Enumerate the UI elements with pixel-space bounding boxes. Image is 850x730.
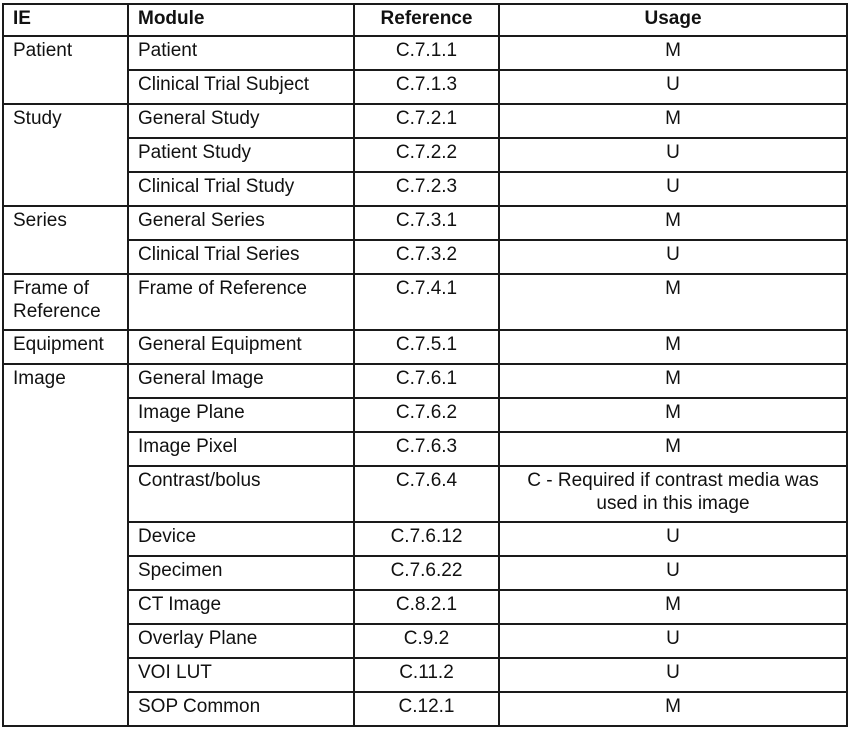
reference-cell: C.7.6.12: [354, 522, 499, 556]
module-cell: Overlay Plane: [128, 624, 354, 658]
table-row: [3, 36, 847, 70]
usage-cell: U: [499, 240, 847, 274]
reference-cell: C.7.6.3: [354, 432, 499, 466]
usage-cell: C - Required if contrast media was used in this image: [499, 466, 847, 522]
module-cell: Clinical Trial Subject: [128, 70, 354, 104]
table-row: [3, 466, 847, 522]
reference-cell: C.7.6.1: [354, 364, 499, 398]
module-cell: General Image: [128, 364, 354, 398]
module-cell: Clinical Trial Series: [128, 240, 354, 274]
usage-cell: M: [499, 36, 847, 70]
usage-cell: U: [499, 70, 847, 104]
usage-cell: M: [499, 692, 847, 726]
table-row: [3, 172, 847, 206]
usage-cell: U: [499, 522, 847, 556]
module-cell: General Study: [128, 104, 354, 138]
module-cell: Patient Study: [128, 138, 354, 172]
reference-cell: C.8.2.1: [354, 590, 499, 624]
usage-cell: M: [499, 432, 847, 466]
reference-cell: C.7.3.1: [354, 206, 499, 240]
usage-cell: U: [499, 658, 847, 692]
module-cell: Contrast/bolus: [128, 466, 354, 522]
module-cell: Patient: [128, 36, 354, 70]
usage-cell: U: [499, 556, 847, 590]
module-cell: Specimen: [128, 556, 354, 590]
module-cell: SOP Common: [128, 692, 354, 726]
module-cell: General Equipment: [128, 330, 354, 364]
table-row: [3, 70, 847, 104]
header-row: [3, 4, 847, 36]
reference-cell: C.7.3.2: [354, 240, 499, 274]
usage-cell: M: [499, 330, 847, 364]
reference-cell: C.7.6.4: [354, 466, 499, 522]
module-cell: Image Pixel: [128, 432, 354, 466]
reference-cell: C.12.1: [354, 692, 499, 726]
module-cell: VOI LUT: [128, 658, 354, 692]
reference-cell: C.7.2.1: [354, 104, 499, 138]
table-row: [3, 522, 847, 556]
ie-cell: Image: [3, 364, 128, 726]
header-reference: Reference: [354, 4, 499, 36]
module-cell: Clinical Trial Study: [128, 172, 354, 206]
ie-cell: Series: [3, 206, 128, 274]
table-row: [3, 556, 847, 590]
table-row: [3, 274, 847, 330]
reference-cell: C.7.2.3: [354, 172, 499, 206]
reference-cell: C.7.6.22: [354, 556, 499, 590]
table-row: [3, 398, 847, 432]
header-ie: IE: [3, 4, 128, 36]
reference-cell: C.7.1.3: [354, 70, 499, 104]
ie-cell: Patient: [3, 36, 128, 104]
module-cell: Frame of Reference: [128, 274, 354, 330]
table-row: [3, 240, 847, 274]
header-usage: Usage: [499, 4, 847, 36]
table-row: [3, 330, 847, 364]
header-module: Module: [128, 4, 354, 36]
reference-cell: C.7.5.1: [354, 330, 499, 364]
table-row: [3, 104, 847, 138]
table-row: [3, 206, 847, 240]
usage-cell: M: [499, 104, 847, 138]
usage-cell: M: [499, 398, 847, 432]
module-cell: CT Image: [128, 590, 354, 624]
table-row: [3, 590, 847, 624]
table-row: [3, 658, 847, 692]
module-cell: Image Plane: [128, 398, 354, 432]
usage-cell: M: [499, 364, 847, 398]
reference-cell: C.11.2: [354, 658, 499, 692]
table-row: [3, 692, 847, 726]
usage-cell: U: [499, 138, 847, 172]
ie-cell: Frame of Reference: [3, 274, 128, 330]
usage-cell: M: [499, 274, 847, 330]
reference-cell: C.9.2: [354, 624, 499, 658]
table-row: [3, 364, 847, 398]
reference-cell: C.7.2.2: [354, 138, 499, 172]
usage-cell: M: [499, 206, 847, 240]
module-cell: General Series: [128, 206, 354, 240]
ie-cell: Study: [3, 104, 128, 206]
usage-cell: U: [499, 172, 847, 206]
table-row: [3, 138, 847, 172]
table-row: [3, 624, 847, 658]
usage-cell: M: [499, 590, 847, 624]
reference-cell: C.7.1.1: [354, 36, 499, 70]
reference-cell: C.7.6.2: [354, 398, 499, 432]
usage-cell: U: [499, 624, 847, 658]
ie-cell: Equipment: [3, 330, 128, 364]
module-cell: Device: [128, 522, 354, 556]
iod-module-table: [2, 3, 848, 727]
table-row: [3, 432, 847, 466]
reference-cell: C.7.4.1: [354, 274, 499, 330]
